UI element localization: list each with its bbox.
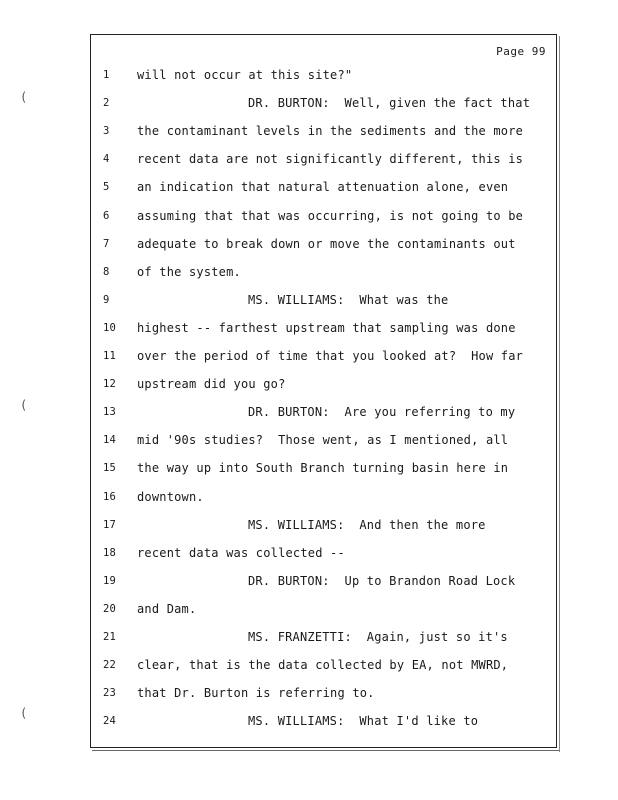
line-number: 14 — [103, 434, 117, 447]
binder-hole-mark-middle: ( — [20, 398, 28, 412]
line-number: 24 — [103, 715, 117, 728]
transcript-line — [91, 293, 556, 311]
line-text: an indication that natural attenuation alone, even — [137, 180, 509, 195]
line-text: MS. WILLIAMS: What I'd like to — [248, 714, 479, 729]
line-text: recent data are not significantly different, this is — [137, 152, 524, 167]
line-number: 10 — [103, 321, 117, 334]
line-text: MS. WILLIAMS: What was the — [248, 292, 449, 307]
transcript-line — [91, 405, 556, 423]
transcript-line — [91, 714, 556, 732]
line-number: 3 — [103, 125, 110, 138]
binder-hole-mark-top: ( — [20, 90, 28, 104]
transcript-line — [91, 574, 556, 592]
line-number: 12 — [103, 378, 117, 391]
line-number: 19 — [103, 574, 117, 587]
line-text: MS. WILLIAMS: And then the more — [248, 517, 486, 532]
line-number: 16 — [103, 490, 117, 503]
line-text: over the period of time that you looked at? How far — [137, 349, 524, 363]
transcript-line — [91, 349, 556, 367]
line-text: DR. BURTON: Up to Brandon Road Lock — [248, 573, 516, 588]
line-text: upstream did you go? — [137, 377, 286, 392]
line-text: DR. BURTON: Are you referring to my — [248, 405, 516, 420]
line-number: 4 — [103, 153, 110, 166]
line-number: 20 — [103, 602, 117, 615]
line-text: the contaminant levels in the sediments and the more — [137, 124, 524, 139]
line-text: will not occur at this site?" — [137, 68, 353, 82]
line-text: clear, that is the data collected by EA, not MWRD, — [137, 658, 509, 673]
transcript-line — [91, 152, 556, 170]
transcript-line — [91, 546, 556, 564]
transcript-line — [91, 321, 556, 339]
line-number: 11 — [103, 350, 117, 362]
transcript-line — [91, 124, 556, 142]
line-text: MS. FRANZETTI: Again, just so it's — [248, 630, 508, 644]
transcript-line — [91, 518, 556, 536]
transcript-line — [91, 433, 556, 451]
line-number: 13 — [103, 406, 117, 419]
transcript-line — [91, 630, 556, 648]
page-number: Page 99 — [496, 45, 546, 58]
transcript-line — [91, 265, 556, 283]
line-text: that Dr. Burton is referring to. — [137, 686, 375, 701]
line-number: 23 — [103, 687, 117, 700]
binder-hole-mark-bottom: ( — [20, 706, 28, 720]
line-text: adequate to break down or move the contaminants out — [137, 236, 516, 251]
transcript-line — [91, 658, 556, 676]
transcript-line — [91, 180, 556, 198]
line-number: 18 — [103, 546, 117, 559]
transcript-line — [91, 377, 556, 395]
line-text: DR. BURTON: Well, given the fact that — [248, 96, 531, 111]
line-text: and Dam. — [137, 601, 197, 616]
line-text: the way up into South Branch turning basin here in — [137, 461, 509, 476]
transcript-line — [91, 602, 556, 620]
line-number: 17 — [103, 518, 117, 531]
line-text: mid '90s studies? Those went, as I mentioned, all — [137, 433, 509, 448]
line-text: of the system. — [137, 264, 241, 279]
line-text: recent data was collected -- — [137, 545, 345, 560]
line-number: 5 — [103, 181, 110, 194]
line-text: assuming that that was occurring, is not going to be — [137, 208, 524, 223]
transcript-line — [91, 209, 556, 227]
transcript-line — [91, 237, 556, 255]
line-number: 21 — [103, 631, 117, 643]
line-number: 1 — [103, 69, 110, 81]
line-text: downtown. — [137, 489, 204, 504]
line-number: 8 — [103, 265, 110, 278]
line-number: 2 — [103, 97, 110, 110]
transcript-line — [91, 68, 556, 86]
line-number: 15 — [103, 462, 117, 475]
page-edge-bottom — [92, 750, 560, 751]
transcript-page — [90, 34, 557, 748]
transcript-line — [91, 96, 556, 114]
line-text: highest -- farthest upstream that sampling was done — [137, 320, 516, 335]
line-number: 9 — [103, 293, 110, 306]
page-edge-right — [559, 36, 560, 752]
line-number: 7 — [103, 237, 110, 250]
line-number: 22 — [103, 659, 117, 672]
transcript-line — [91, 490, 556, 508]
transcript-line — [91, 686, 556, 704]
transcript-line — [91, 461, 556, 479]
line-number: 6 — [103, 209, 110, 222]
